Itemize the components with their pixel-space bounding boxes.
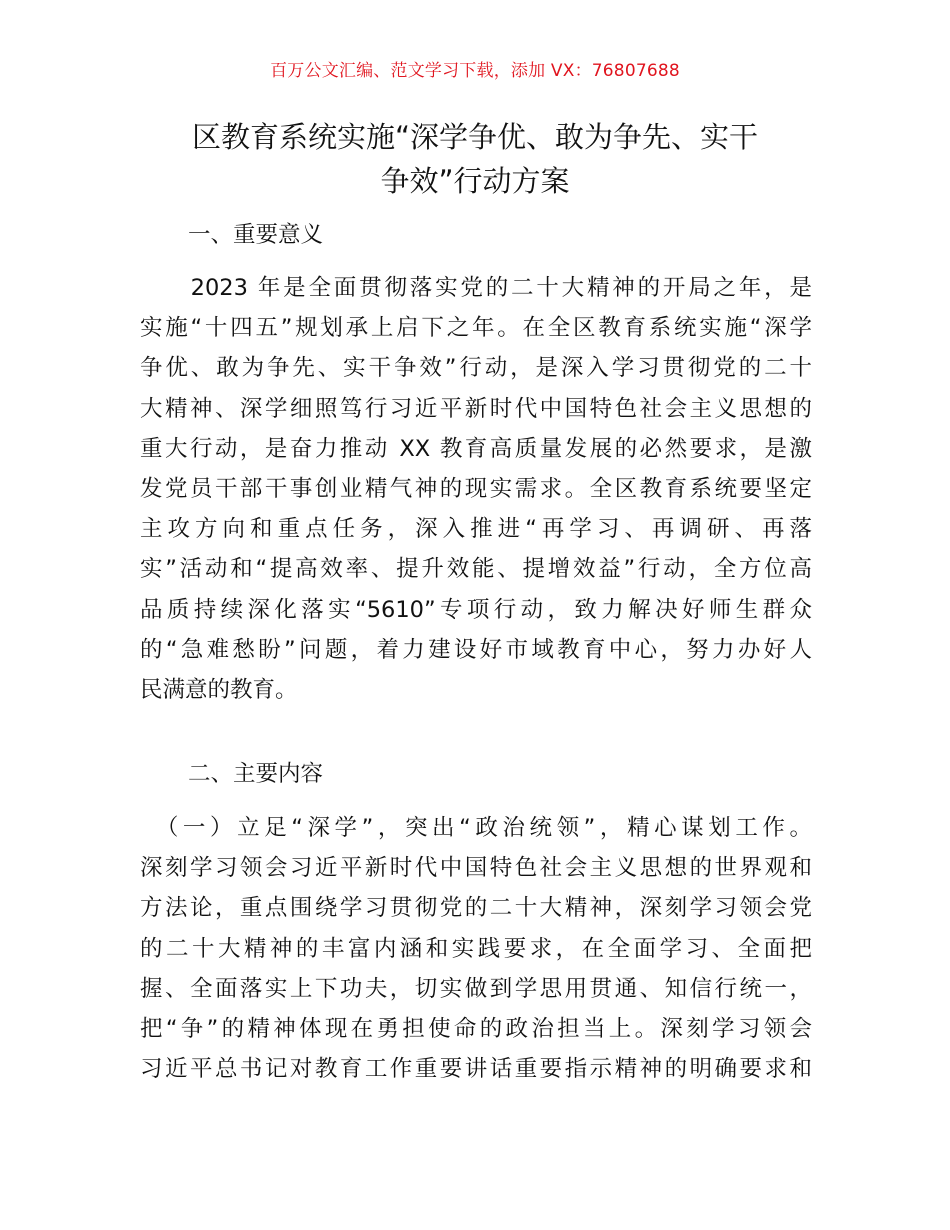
title-line-2: 争效”行动方案 bbox=[380, 164, 570, 198]
section-2-paragraph bbox=[140, 808, 812, 1089]
paragraph-line: 的“急难愁盼”问题，着力建设好市域教育中心，努力办好人 bbox=[140, 636, 812, 663]
paragraph-line: 品质持续深化落实“5610”专项行动，致力解决好师生群众 bbox=[140, 596, 812, 623]
paragraph-line: 实”活动和“提高效率、提升效能、提增效益”行动，全方位高 bbox=[140, 556, 812, 583]
paragraph-line: 把“争”的精神体现在勇担使命的政治担当上。深刻学习领会 bbox=[140, 1015, 812, 1042]
paragraph-line: 重大行动，是奋力推动 XX 教育高质量发展的必然要求，是激 bbox=[140, 435, 812, 462]
paragraph-line: 大精神、深学细照笃行习近平新时代中国特色社会主义思想的 bbox=[140, 395, 812, 422]
paragraph-line: 方法论，重点围绕学习贯彻党的二十大精神，深刻学习领会党 bbox=[140, 895, 812, 922]
section-2-heading: 二、主要内容 bbox=[188, 761, 324, 787]
paragraph-line: 争优、敢为争先、实干争效”行动，是深入学习贯彻党的二十 bbox=[140, 355, 812, 382]
paragraph-line: 民满意的教育。 bbox=[140, 676, 298, 703]
paragraph-line: 实施“十四五”规划承上启下之年。在全区教育系统实施“深学 bbox=[140, 315, 812, 342]
document-title bbox=[120, 115, 830, 203]
paragraph-line: 2023 年是全面贯彻落实党的二十大精神的开局之年，是 bbox=[140, 275, 812, 301]
section-1-heading: 一、重要意义 bbox=[188, 222, 324, 248]
title-line-1: 区教育系统实施“深学争优、敢为争先、实干 bbox=[191, 120, 759, 154]
section-1-paragraph bbox=[140, 268, 812, 710]
watermark-header: 百万公文汇编、范文学习下载，添加 VX：76807688 bbox=[270, 61, 680, 81]
paragraph-line: （一）立足“深学”，突出“政治统领”，精心谋划工作。 bbox=[140, 815, 812, 841]
paragraph-line: 发党员干部干事创业精气神的现实需求。全区教育系统要坚定 bbox=[140, 475, 812, 502]
paragraph-line: 深刻学习领会习近平新时代中国特色社会主义思想的世界观和 bbox=[140, 855, 812, 882]
paragraph-line: 主攻方向和重点任务，深入推进“再学习、再调研、再落 bbox=[140, 516, 812, 543]
paragraph-line: 握、全面落实上下功夫，切实做到学思用贯通、知信行统一， bbox=[140, 975, 812, 1002]
paragraph-line: 的二十大精神的丰富内涵和实践要求，在全面学习、全面把 bbox=[140, 935, 812, 962]
paragraph-line: 习近平总书记对教育工作重要讲话重要指示精神的明确要求和 bbox=[140, 1056, 812, 1083]
